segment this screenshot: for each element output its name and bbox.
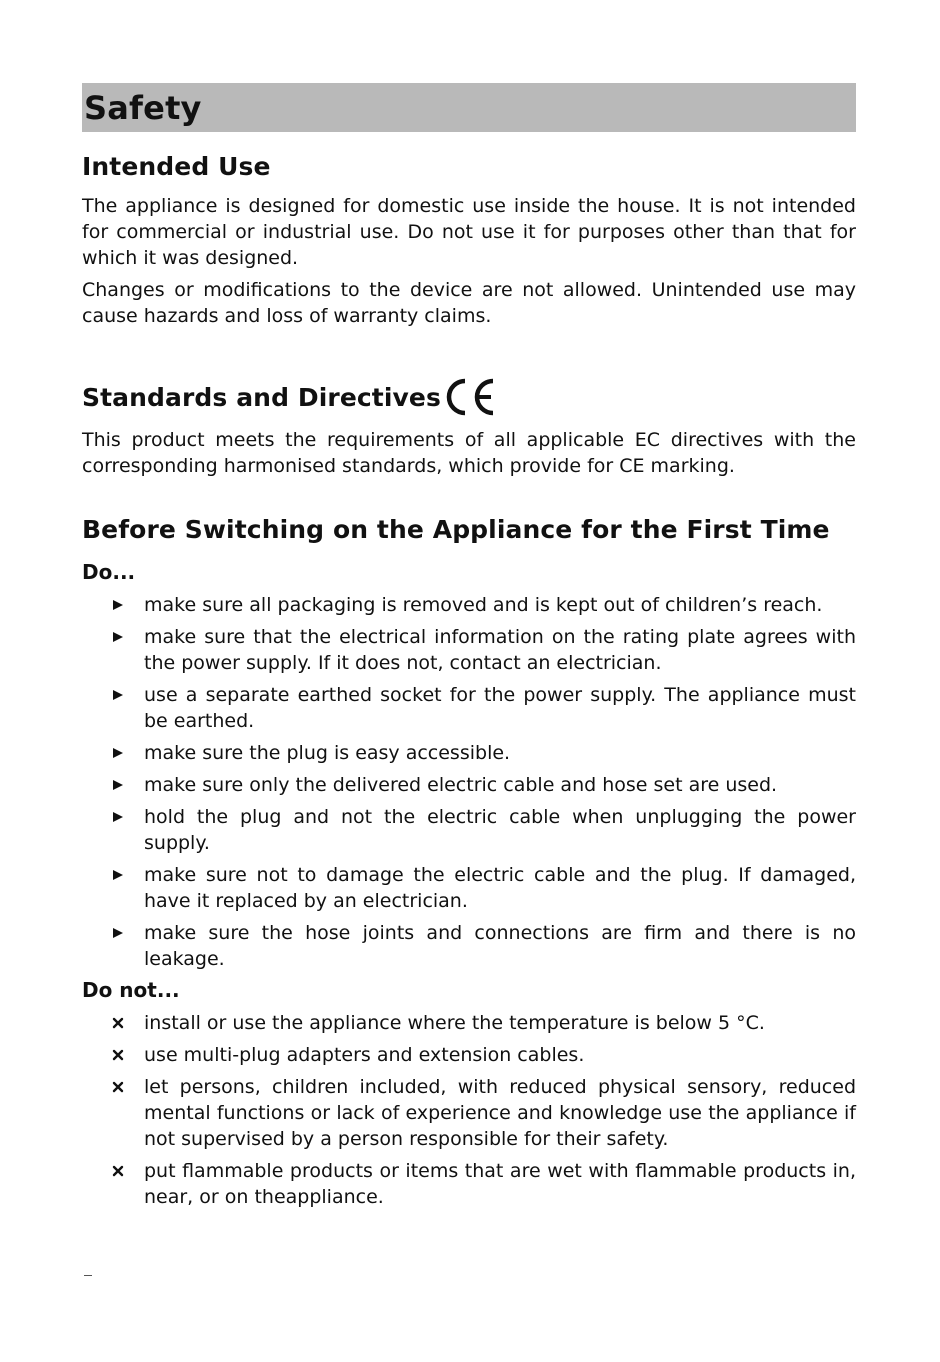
do-not-item-text: let persons, children included, with reduced physical sensory, reduced mental functions or lack of experience and knowledge use the appliance if not supervised by a person responsible for their safety.: [144, 1076, 856, 1150]
list-item: [82, 804, 856, 856]
modifications-paragraph: Changes or modifications to the device are not allowed. Unintended use may cause hazards and loss of warranty claims.: [82, 279, 856, 327]
cross-bullet-icon: [108, 1158, 128, 1184]
do-item-text: use a separate earthed socket for the power supply. The appliance must be earthed.: [144, 684, 856, 732]
cross-bullet-icon: [108, 1074, 128, 1100]
list-item: [82, 772, 856, 798]
section-title: Safety: [84, 88, 202, 127]
list-item: [82, 1010, 856, 1036]
section-header-bar: [82, 83, 856, 132]
do-not-list: [82, 1010, 856, 1210]
list-item: [82, 920, 856, 972]
do-heading: Do...: [82, 560, 136, 584]
safety-page: [82, 83, 856, 1216]
triangle-bullet-icon: [108, 772, 128, 798]
do-item-text: make sure that the electrical information on the rating plate agrees with the power supply. If it does not, contact an electrician.: [144, 626, 856, 674]
do-not-item-text: use multi-plug adapters and extension cables.: [144, 1044, 585, 1066]
do-item-text: make sure not to damage the electric cable and the plug. If damaged, have it replaced by an electrician.: [144, 864, 856, 912]
do-item-text: make sure the plug is easy accessible.: [144, 742, 511, 764]
intended-use-paragraph: The appliance is designed for domestic use inside the house. It is not intended for commercial or industrial use. Do not use it for purposes other than that for which it was designed.: [82, 195, 856, 269]
list-item: [82, 1158, 856, 1210]
list-item: [82, 1074, 856, 1152]
do-item-text: make sure only the delivered electric cable and hose set are used.: [144, 774, 778, 796]
list-item: [82, 862, 856, 914]
triangle-bullet-icon: [108, 624, 128, 650]
triangle-bullet-icon: [108, 740, 128, 766]
standards-paragraph: This product meets the requirements of all applicable EC directives with the corresponding harmonised standards, which provide for CE marking.: [82, 429, 856, 477]
triangle-bullet-icon: [108, 592, 128, 618]
list-item: [82, 740, 856, 766]
triangle-bullet-icon: [108, 682, 128, 708]
triangle-bullet-icon: [108, 804, 128, 830]
triangle-bullet-icon: [108, 920, 128, 946]
do-list: [82, 592, 856, 972]
list-item: [82, 624, 856, 676]
do-not-item-text: install or use the appliance where the temperature is below 5 °C.: [144, 1012, 765, 1034]
cross-bullet-icon: [108, 1042, 128, 1068]
list-item: [82, 592, 856, 618]
ce-mark-icon: [445, 377, 499, 417]
do-item-text: make sure the hose joints and connections are firm and there is no leakage.: [144, 922, 856, 970]
intended-use-heading: Intended Use: [82, 152, 271, 181]
list-item: [82, 682, 856, 734]
cross-bullet-icon: [108, 1010, 128, 1036]
do-not-heading: Do not...: [82, 978, 180, 1002]
do-not-item-text: put flammable products or items that are wet with flammable products in, near, or on theappliance.: [144, 1160, 856, 1208]
standards-heading: Standards and Directives: [82, 382, 441, 412]
before-switching-heading: Before Switching on the Appliance for the First Time: [82, 515, 830, 544]
list-item: [82, 1042, 856, 1068]
triangle-bullet-icon: [108, 862, 128, 888]
do-item-text: make sure all packaging is removed and is kept out of children’s reach.: [144, 594, 823, 616]
page-footer-mark: [84, 1275, 92, 1276]
do-item-text: hold the plug and not the electric cable when unplugging the power supply.: [144, 806, 856, 854]
standards-heading-row: [82, 377, 856, 417]
